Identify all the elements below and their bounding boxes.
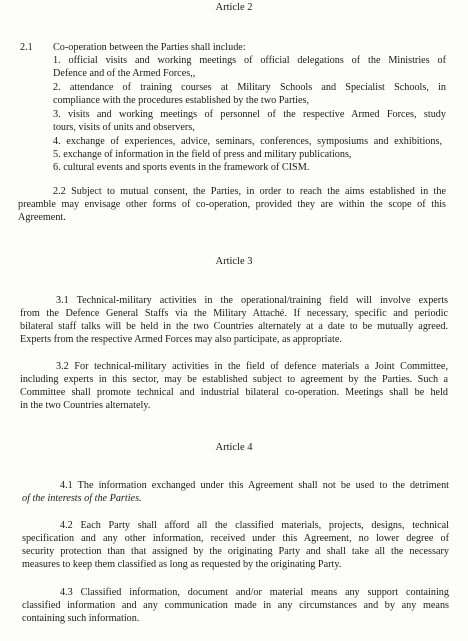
paragraph-line: Agreement. [18, 212, 66, 223]
paragraph-line: in the two Countries alternately. [20, 400, 151, 411]
paragraph-line: containing such information. [22, 613, 140, 624]
paragraph-line: including experts in this sector, may be established subject to agreement by the Parties. Such a [20, 374, 448, 385]
paragraph-line: of the interests of the Parties. [22, 493, 142, 504]
paragraph-line: security protection than that assigned by the originating Party and shall take all the necessary [22, 546, 449, 557]
paragraph-line: 3.2 For technical-military activities in the field of defence materials a Joint Committee, [56, 361, 448, 372]
paragraph-line: Committee shall promote technical and industrial bilateral co-operation. Meetings shall be held [20, 387, 448, 398]
list-item: 6. cultural events and sports events in the framework of CISM. [53, 162, 310, 173]
paragraph-line: 3.1 Technical-military activities in the operational/training field will involve experts [56, 295, 448, 306]
article-3-heading: Article 3 [215, 256, 253, 267]
paragraph-line: Experts from the respective Armed Forces may also participate, as appropriate. [20, 334, 342, 345]
section-number: 2.1 [20, 42, 33, 53]
article-2-heading: Article 2 [215, 2, 253, 13]
list-item: 4. exchange of experiences, advice, seminars, conferences, symposiums and exhibitions, [53, 136, 442, 147]
paragraph-line: preamble may envisage other forms of co-operation, provided they are within the scope of this [18, 199, 446, 210]
paragraph-line: specification and any other information, received under this Agreement, no lower degree of [22, 533, 449, 544]
article-4-heading: Article 4 [215, 442, 253, 453]
paragraph-line: 4.3 Classified information, document and/or material means any support containing [60, 587, 449, 598]
list-item-cont: Defence and of the Armed Forces,, [53, 68, 196, 79]
paragraph-line: 2.2 Subject to mutual consent, the Parties, in order to reach the aims established in the [53, 186, 446, 197]
paragraph-line: classified information and any communication made in any circumstances and by any means [22, 600, 449, 611]
paragraph-line: 4.2 Each Party shall afford all the classified materials, projects, designs, technical [60, 520, 449, 531]
list-item: 3. visits and working meetings of personnel of the respective Armed Forces, study [53, 109, 446, 120]
list-item: 5. exchange of information in the field of press and military publications, [53, 149, 352, 160]
paragraph-line: from the Defence General Staffs via the Military Attaché. If necessary, specific and periodic [20, 308, 448, 319]
list-item: 1. official visits and working meetings of official delegations of the Ministries of [53, 55, 446, 66]
paragraph-line: measures to keep them classified as long as requested by the originating Party. [22, 559, 342, 570]
list-item-cont: compliance with the procedures established by the two Parties, [53, 95, 310, 106]
section-intro: Co-operation between the Parties shall include: [53, 42, 246, 53]
list-item-cont: tours, visits of units and observers, [53, 122, 195, 133]
list-item: 2. attendance of training courses at Military Schools and Specialist Schools, in [53, 82, 446, 93]
paragraph-line: 4.1 The information exchanged under this Agreement shall not be used to the detriment [60, 480, 449, 491]
paragraph-line: bilateral staff talks will be held in the two Countries alternately at a date to be mutually agreed. [20, 321, 448, 332]
